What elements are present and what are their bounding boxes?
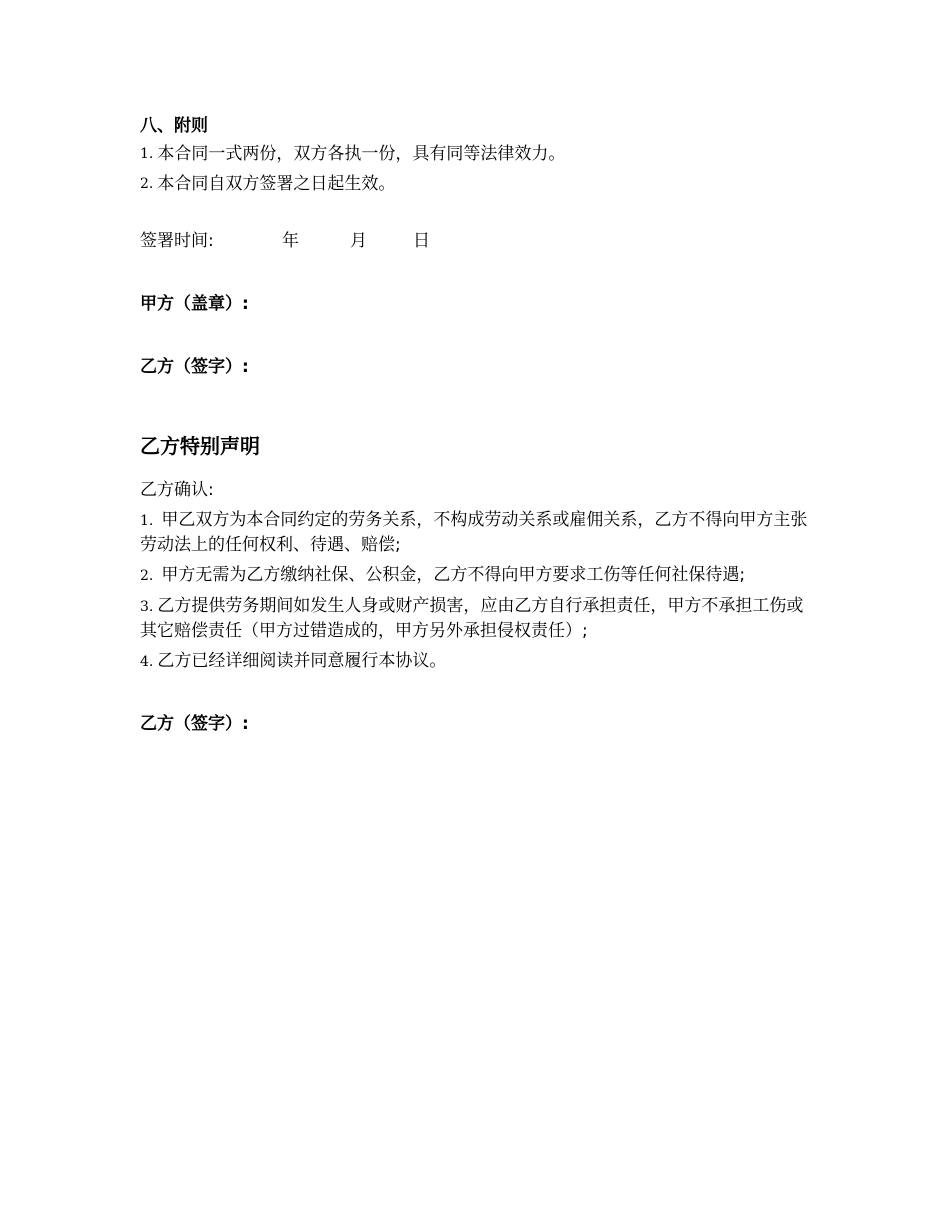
item-text: 乙方提供劳务期间如发生人身或财产损害，应由乙方自行承担责任，甲方不承担工伤或其它赔偿责任（甲方过错造成的，甲方另外承担侵权责任）; bbox=[140, 596, 804, 641]
signing-year-label: 年 bbox=[282, 231, 299, 251]
item-text: 本合同自双方签署之日起生效。 bbox=[157, 174, 396, 194]
appendix-heading: 八、附则 bbox=[140, 116, 208, 136]
declaration-intro: 乙方确认: bbox=[140, 480, 214, 500]
party-b-signature-line: 乙方（签字）: bbox=[140, 357, 249, 377]
appendix-item-1 bbox=[140, 142, 820, 166]
signing-date-label: 签署时间: bbox=[140, 231, 214, 251]
item-text: 乙方已经详细阅读并同意履行本协议。 bbox=[157, 651, 447, 671]
item-number: 2. bbox=[140, 568, 154, 584]
signing-day-label: 日 bbox=[413, 231, 430, 251]
party-a-seal-line: 甲方（盖章）: bbox=[140, 294, 249, 314]
item-number: 1. bbox=[140, 146, 154, 162]
declaration-title: 乙方特别声明 bbox=[140, 434, 260, 458]
document-content bbox=[140, 113, 820, 736]
declaration-item-1 bbox=[140, 508, 820, 557]
item-number: 4. bbox=[140, 654, 154, 670]
item-number: 3. bbox=[140, 599, 154, 615]
item-text: 甲方无需为乙方缴纳社保、公积金，乙方不得向甲方要求工伤等任何社保待遇; bbox=[161, 565, 746, 585]
item-number: 1. bbox=[140, 513, 154, 529]
signing-date-line bbox=[140, 229, 820, 253]
item-text: 本合同一式两份，双方各执一份，具有同等法律效力。 bbox=[157, 144, 566, 164]
declaration-item-3 bbox=[140, 594, 820, 643]
appendix-item-2 bbox=[140, 172, 820, 196]
item-number: 2. bbox=[140, 176, 154, 192]
declaration-item-2 bbox=[140, 563, 820, 588]
item-text: 甲乙双方为本合同约定的劳务关系，不构成劳动关系或雇佣关系，乙方不得向甲方主张劳动法上的任何权利、待遇、赔偿; bbox=[140, 510, 808, 555]
declaration-party-b-signature-line: 乙方（签字）: bbox=[140, 714, 249, 734]
signing-month-label: 月 bbox=[350, 231, 367, 251]
declaration-item-4 bbox=[140, 649, 820, 674]
